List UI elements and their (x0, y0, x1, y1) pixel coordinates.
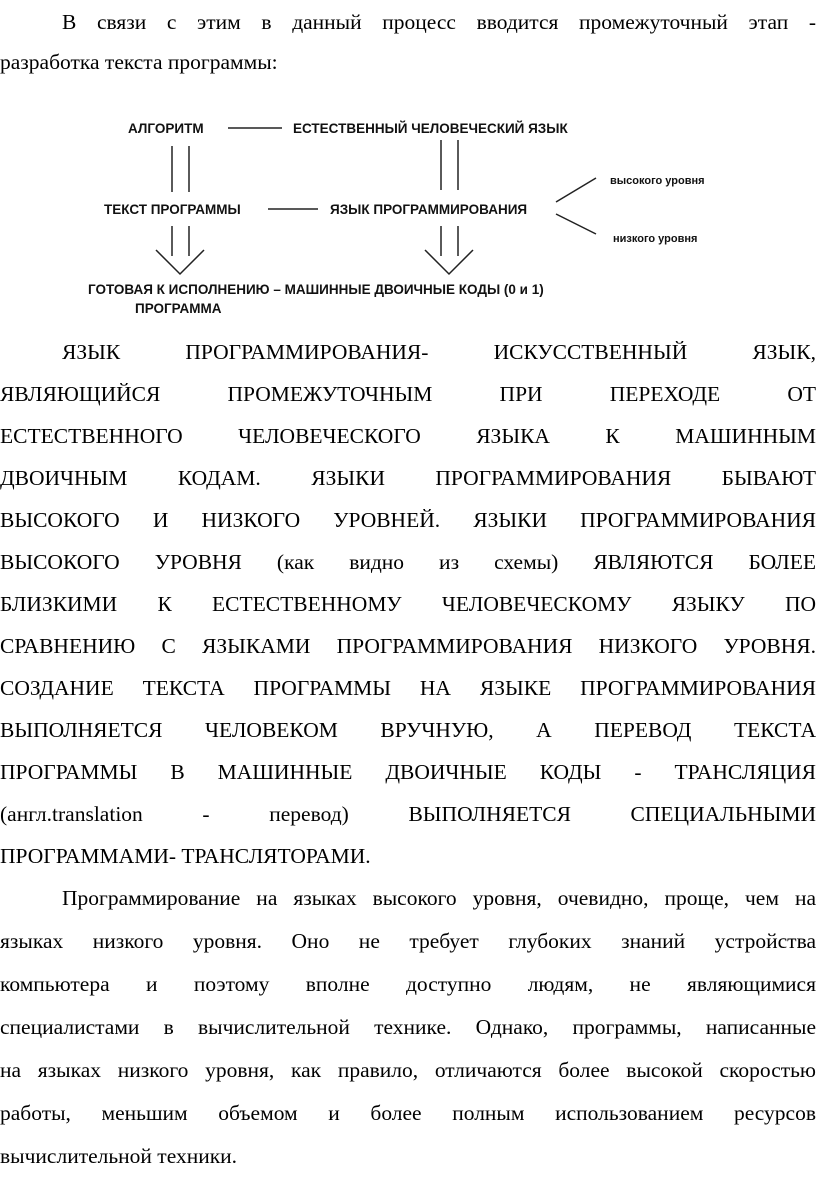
paragraph-line: ЯВЛЯЮЩИЙСЯ ПРОМЕЖУТОЧНЫМ ПРИ ПЕРЕХОДЕ ОТ (0, 382, 816, 406)
paragraph-line: ВЫСОКОГО И НИЗКОГО УРОВНЕЙ. ЯЗЫКИ ПРОГРАММИРОВАНИЯ (0, 508, 816, 532)
paragraph-line: (англ.translation - перевод) ВЫПОЛНЯЕТСЯ СПЕЦИАЛЬНЫМИ (0, 802, 816, 826)
intro-line-1: В связи с этим в данный процесс вводится промежуточный этап - (62, 10, 816, 34)
diagram-low-level-label: низкого уровня (613, 233, 698, 245)
paragraph-line: ЕСТЕСТВЕННОГО ЧЕЛОВЕЧЕСКОГО ЯЗЫКА К МАШИННЫМ (0, 424, 816, 448)
diagram-ready-program-label-2: ПРОГРАММА (135, 301, 222, 316)
paragraph-line: компьютера и поэтому вполне доступно людям, не являющимися (0, 972, 816, 996)
paragraph-line: ПРОГРАММЫ В МАШИННЫЕ ДВОИЧНЫЕ КОДЫ - ТРАНСЛЯЦИЯ (0, 760, 816, 784)
paragraph-line: ВЫПОЛНЯЕТСЯ ЧЕЛОВЕКОМ ВРУЧНУЮ, А ПЕРЕВОД ТЕКСТА (0, 718, 816, 742)
program-development-diagram (0, 0, 816, 330)
paragraph-line: ПРОГРАММАМИ- ТРАНСЛЯТОРАМИ. (0, 844, 371, 868)
paragraph-line: вычислительной техники. (0, 1144, 238, 1168)
paragraph-line: СРАВНЕНИЮ С ЯЗЫКАМИ ПРОГРАММИРОВАНИЯ НИЗКОГО УРОВНЯ. (0, 634, 816, 658)
paragraph-line: языках низкого уровня. Оно не требует глубоких знаний устройства (0, 929, 816, 953)
branch-line (556, 178, 596, 202)
down-arrow-icon (425, 250, 473, 274)
paragraph-line: работы, меньшим объемом и более полным использованием ресурсов (0, 1101, 816, 1125)
down-arrow-icon (156, 250, 204, 274)
paragraph-line: ДВОИЧНЫМ КОДАМ. ЯЗЫКИ ПРОГРАММИРОВАНИЯ БЫВАЮТ (0, 466, 816, 490)
diagram-natural-language-label: ЕСТЕСТВЕННЫЙ ЧЕЛОВЕЧЕСКИЙ ЯЗЫК (293, 121, 568, 136)
diagram-programming-language-label: ЯЗЫК ПРОГРАММИРОВАНИЯ (330, 202, 528, 217)
paragraph-line: БЛИЗКИМИ К ЕСТЕСТВЕННОМУ ЧЕЛОВЕЧЕСКОМУ ЯЗЫКУ ПО (0, 592, 816, 616)
diagram-ready-program-label: ГОТОВАЯ К ИСПОЛНЕНИЮ – МАШИННЫЕ ДВОИЧНЫЕ КОДЫ (0 и 1) (88, 282, 544, 297)
diagram-high-level-label: высокого уровня (610, 175, 705, 187)
paragraph-line: ВЫСОКОГО УРОВНЯ (как видно из схемы) ЯВЛЯЮТСЯ БОЛЕЕ (0, 550, 816, 574)
paragraph-line: на языках низкого уровня, как правило, отличаются более высокой скоростью (0, 1058, 816, 1082)
diagram-program-text-label: ТЕКСТ ПРОГРАММЫ (104, 202, 241, 217)
paragraph-line: ЯЗЫК ПРОГРАММИРОВАНИЯ- ИСКУССТВЕННЫЙ ЯЗЫК, (62, 340, 816, 364)
paragraph-line: СОЗДАНИЕ ТЕКСТА ПРОГРАММЫ НА ЯЗЫКЕ ПРОГРАММИРОВАНИЯ (0, 676, 816, 700)
branch-line (556, 214, 596, 234)
diagram-algorithm-label: АЛГОРИТМ (128, 121, 204, 136)
paragraph-line: Программирование на языках высокого уровня, очевидно, проще, чем на (62, 886, 816, 910)
paragraph-line: специалистами в вычислительной технике. Однако, программы, написанные (0, 1015, 816, 1039)
intro-line-2: разработка текста программы: (0, 50, 278, 74)
